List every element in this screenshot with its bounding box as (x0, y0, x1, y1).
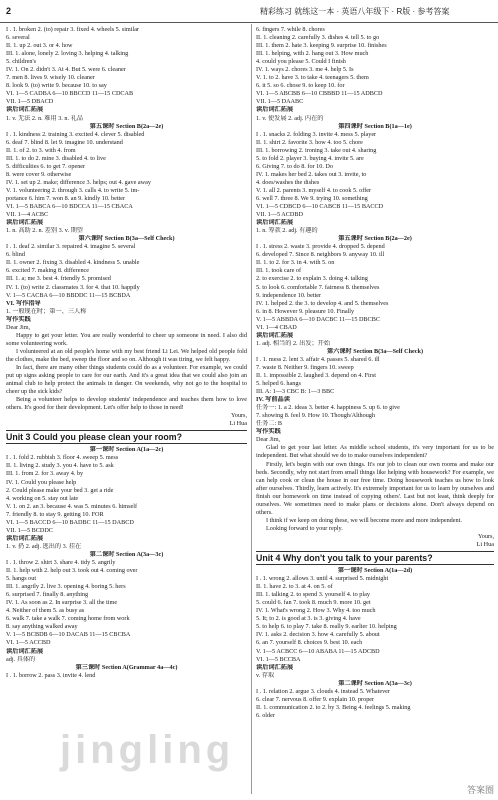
answer-line: V. 1—5 ABBDA 6—10 DACBC 11—15 DBCBC (256, 315, 380, 323)
answer-line: I . 1. fold 2. rubbish 3. floor 4. sweep 5. mess (6, 454, 119, 462)
answer-line: IV. 1. (to) write 2. classmates 3. for 4. that 10. happily (6, 283, 140, 291)
answer-line: 1. v. 扔 2. adj. 逃出的 3. 挂在 (6, 542, 82, 550)
section-heading: 第六课时 Section B(3a—Self Check) (326, 347, 424, 355)
answer-line: VII. 1—5 DBACD (6, 98, 54, 106)
running-title: 精彩练习 就练这一本 · 英语八年级下 · R版 · 参考答案 (260, 7, 450, 16)
essay-paragraph: I think if we keep on doing these, we will become more and more independent. (266, 516, 462, 524)
answer-line: 5. to fold 2. player 3. buying 4. invite 5. are (256, 154, 364, 162)
corner-stamp: 答案圈 (466, 785, 494, 795)
answer-line: 1. n. 高助 2. n. 差别 3. v. 期望 (6, 227, 83, 235)
answer-line: 5. to help 6. to play 7. take 8. really 9. earlier 10. helping (256, 623, 397, 631)
answer-line: I . 1. wrong 2. allows 3. until 4. surprised 5. midnight (256, 575, 389, 583)
left-column (6, 26, 247, 680)
subsection-heading: VI. 写作指导 (6, 299, 41, 307)
answer-line: II. 1. owner 2. fixing 3. disabled 4. kindness 5. unable (6, 259, 140, 267)
section-heading: 第四课时 Section B(1a—1e) (338, 122, 412, 130)
answer-line: 7. waste 8. Neither 9. fingers 10. sweep (256, 363, 354, 371)
answer-line: 7. friendly 8. to stay 9. getting 10. FOR (6, 510, 104, 518)
watermark: jingling (60, 728, 235, 772)
answer-line: 6. it 5. so 6. chose 9. to keep 10. for (256, 82, 345, 90)
answer-line: I . 1. deaf 2. similar 3. repaired 4. imagine 5. several (6, 243, 136, 251)
answer-line: III. A: 1—3 CBC B: 1—3 BBC (256, 388, 335, 396)
page-number: 2 (6, 6, 12, 16)
answer-line: VII. 1—5 BCDDC (6, 526, 53, 534)
answer-line: 6. walk 7. take a walk 7. coming home from work (6, 615, 130, 623)
answer-line: 1. v. 使发展 2. adj. 内在的 (256, 114, 324, 122)
signature-line: Li Hua (476, 541, 494, 548)
answer-line: 8. were cover 9. otherwise (6, 170, 72, 178)
answer-line: 6. well 7. three 8. We 9. trying 10. something (256, 194, 368, 202)
answer-line: II. 1. of 2. to 3. with 4. from (6, 146, 76, 154)
answer-line: II. 1. to 2. for 3. in 4. with 5. on (256, 259, 335, 267)
answer-line: 6. an 7. yourself 8. choices 9. best 10. each (256, 639, 363, 647)
answer-line: I . 1. borrow 2. pass 3. invite 4. lend (6, 671, 96, 679)
subsection-heading: 读后词汇拓展 (6, 219, 44, 227)
answer-line: 5. could 6. fan 7. took 8. much 9. more 10. get (256, 599, 371, 607)
answer-line: III. 1. talking 2. to spend 3. yourself 4. to play (256, 591, 370, 599)
answer-line: IV. 1. On 2. didn't 3. At 4. But 5. were 6. cleaner (6, 66, 126, 74)
page-header (0, 0, 498, 23)
answer-line: V. 1—5 CACBA 6—10 BBDDC 11—15 BCBDA (6, 291, 131, 299)
subsection-heading: 写作实践 (256, 428, 281, 436)
answer-line: I . 1. kindness 2. training 3. excited 4. clever 5. disabled (6, 130, 145, 138)
answer-line: 5. It; to 2. is good at 3. is 3. giving 4. have (256, 615, 361, 623)
answer-line: portance 6. him 7. won 8. an 9. kindly 10. better (6, 194, 126, 202)
subsection-heading: 读后词汇拓展 (256, 219, 294, 227)
signature-line: Li Hua (229, 420, 247, 428)
answer-line: 6. fingers 7. while 8. chores (256, 26, 325, 33)
answer-line: II. 1. living 2. study 3. you 4. have to 5. ask (6, 462, 114, 470)
answer-line: III. 1. from 2. for 3. away 4. by (6, 470, 84, 478)
answer-line: 1. adj. 相当的 2. 出发；开始 (256, 339, 331, 347)
section-heading: 第三课时 Section A(Grammar 4a—4c) (75, 663, 178, 671)
answer-line: I . 1. throw 2. shirt 3. share 4. tidy 5. angrily (6, 559, 116, 566)
answer-line: 6. in 8. However 9. pleasure 10. Finally (256, 307, 355, 315)
answer-line: 4. does/washes the dishes (256, 178, 320, 186)
section-heading: 第五课时 Section B(2a—2e) (338, 235, 412, 243)
answer-line: II. 1. help with 2. help out 3. took out 4. coming over (6, 567, 138, 575)
section-heading: 第一课时 Section A(1a—2d) (337, 567, 413, 575)
answer-line: 1. 一般现在时；第一、三人称 (6, 307, 87, 315)
answer-line: 6. several (6, 34, 30, 42)
answer-line: VII. 1—5 DAABC (256, 98, 304, 106)
answer-line: 6. excited 7. making 8. difference (6, 267, 90, 275)
essay-paragraph: I volunteered at an old people's home with my best friend Li Lei. We helped old people fold the clothes, make the bed, sweep the floor and so on. Although it was tiring, we felt happy. (6, 347, 247, 363)
answer-line: 任务一: 1. a 2. ideas 3. better 4. happiness 5. up 6. to give (256, 404, 400, 412)
answer-line: IV. 1. asks 2. decision 3. how 4. carefully 5. about (256, 631, 380, 639)
essay-paragraph: Looking forward to your reply. (266, 524, 343, 532)
column-divider (251, 24, 252, 794)
subsection-heading: IV. 写前晶读 (256, 396, 290, 404)
signature-line: Yours, (477, 532, 494, 540)
answer-line: III. 1. to do 2. mine 3. disabled 4. to live (6, 154, 106, 162)
answer-line: III. 1. a; me 3. best 4. friendly 5. promised (6, 275, 111, 283)
answer-line: I . 1. stress 2. waste 3. provide 4. dropped 5. depend (256, 243, 385, 251)
answer-line: 6. surprised 7. finally 8. anything (6, 591, 89, 599)
answer-line: IV. 1. Could you please help (6, 478, 77, 486)
answer-line: I . 1. mess 2. lent 3. affair 4. passes 5. shared 6. ill (256, 355, 380, 363)
answer-line: II. 1. up 2. out 3. or 4. how (6, 42, 73, 50)
answer-line: 9. independence 10. better (256, 291, 322, 299)
answer-line: 7. showing 8. feel 9. How 10. Though/Although (256, 412, 375, 420)
subsection-heading: 读后词汇拓展 (256, 331, 294, 339)
subsection-heading: 写作实践 (6, 315, 31, 323)
answer-line: IV. 1. helped 2. the 3. to develop 4. and 5. themselves (256, 299, 389, 307)
answer-line: VI. 1—5 BACCD 6—10 BADBC 11—15 DABCD (6, 518, 134, 526)
answer-line: 6. deaf 7. blind 8. let 9. imagine 10. understand (6, 138, 123, 146)
subsection-heading: 读后词汇拓展 (256, 106, 294, 114)
answer-line: III. 1. them 2. hate 3. keeping 9. surprise 10. finishes (256, 42, 387, 50)
answer-line: 5. hangs out (6, 575, 37, 583)
essay-paragraph: Glad to get your last letter. As middle school students, it's very important for us to be independent. But what should we do to make ourselves independent? (256, 444, 494, 460)
answer-line: 1. n. 筹款 2. adj. 有趣的 (256, 227, 318, 235)
answer-line: VI. 1—5 ACCBD (6, 639, 51, 647)
right-column (256, 26, 494, 720)
answer-line: III. 1. angrily 2. live 3. opening 4. boring 5. hers (6, 583, 126, 591)
answer-line: I . 1. snacks 2. folding 3. invite 4. mess 5. player (256, 130, 377, 138)
answer-line: III. 1. alone, lonely 2. loving 3. helping 4. talking (6, 50, 129, 58)
subsection-heading: 读后词汇拓展 (6, 647, 44, 655)
answer-line: VII. 1—5 ACDBD (256, 211, 303, 219)
section-heading: 第二课时 Section A(3a—3c) (338, 679, 412, 687)
answer-line: III. 1. took care of (256, 267, 302, 275)
subsection-heading: 读后词汇拓展 (256, 663, 294, 671)
answer-line: V. 1. volunteering 2. through 3. calls 4. to write 5. im- (6, 186, 140, 194)
answer-line: V. 1. on 2. an 3. because 4. was 5. minutes 6. himself (6, 502, 138, 510)
answer-line: VI. 1—5 CADBA 6—10 BBCCD 11—15 CDCAB (6, 90, 134, 98)
answer-line: 5. to look 6. comfortable 7. fairness 8. themselves (256, 283, 380, 291)
answer-line: 7. men 8. lives 9. wisely 10. cleaner (6, 74, 95, 82)
subsection-heading: 读后词汇拓展 (6, 534, 44, 542)
answer-line: V. 1—5 ACBCC 6—10 ABABA 11—15 ADCBD (256, 647, 380, 655)
answer-line: II. 1. cleaning 2. carefully 3. dishes 4. tell 5. to go (256, 34, 380, 42)
answer-line: 2. Could please make your bed 3. get a ride (6, 486, 114, 494)
answer-line: II. 1. impossible 2. laughed 3. depend on 4. First (256, 372, 376, 380)
answer-line: VII. 1—4 ACBC (6, 211, 49, 219)
answer-line: II. 1. communication 2. to 2. by 3. Being 4. feelings 5. making (256, 703, 411, 711)
unit-title: Unit 3 Could you please clean your room? (6, 430, 247, 444)
essay-paragraph: Being a volunteer helps to develop students' independence and teaches them how to love others. It's good for their development. Let's offer help to those in need! (6, 396, 247, 412)
answer-line: 5. helped 6. hangs (256, 380, 301, 388)
answer-line: 任务二: B (256, 420, 282, 428)
unit-title: Unit 4 Why don't you talk to your parents? (256, 551, 494, 565)
answer-line: I . 1. broken 2. (to) repair 3. fixed 4. wheels 5. similar (6, 26, 139, 33)
answer-line: III. 1. helping, with 2. hang out 3. How much (256, 50, 369, 58)
answer-line: v. 存取 (256, 671, 275, 679)
answer-line: IV. 1. As soon as 2. In surprise 3. all the time (6, 599, 118, 607)
answer-line: Dear Jim, (256, 436, 281, 444)
answer-line: 4. working on 5. stay out late (6, 494, 79, 502)
section-heading: 第二课时 Section A(3a—3c) (89, 550, 164, 558)
answer-line: 4. could you please 5. Could I finish (256, 58, 346, 66)
section-heading: 第六课时 Section B(3a—Self Check) (78, 235, 175, 243)
answer-line: 6. clear 7. nervous 8. offer 9. explain 10. proper (256, 695, 375, 703)
answer-line: 6. Giving 7. to do 8. for 10. Do (256, 162, 333, 170)
answer-line: 5. difficulties 6. to get 7. opener (6, 162, 86, 170)
answer-line: 6. blind (6, 251, 25, 259)
answer-line: Dear Jim, (6, 323, 31, 331)
signature-line: Yours, (230, 412, 247, 420)
answer-line: II. 1. have 2. to 3. at 4. on 5. of (256, 583, 333, 591)
answer-line: 5. children's (6, 58, 36, 66)
answer-line: IV. 1. What's wrong 2. How 3. Why 4. too much (256, 607, 376, 615)
answer-line: I . 1. relation 2. argue 3. clouds 4. instead 5. Whatever (256, 687, 390, 695)
essay-paragraph: In fact, there are many other things students could do as a volunteer. For example, we could put up signs asking people to care for our earth. And it's a great idea that we could also join an animal club to help protect the animals in danger. On weekends, why not go to the hospital to cheer up the sick kids? (6, 363, 247, 396)
essay-paragraph: Happy to get your letter. You are really wonderful to cheer up someone in need. I also did some volunteering work. (6, 331, 247, 347)
answer-line: 1. v. 无法 2. n. 难用 3. n. 礼品 (6, 114, 83, 122)
answer-line: V. 1—5 BCBDB 6—10 DACAB 11—15 CBCBA (6, 631, 131, 639)
answer-line: V. 1. to 2. have 3. to take 4. teenagers 5. them (256, 74, 369, 82)
answer-line: IV. 1. ways 2. chores 3. me 4. help 5. Is (256, 66, 354, 74)
answer-line: VI. 1—5 ABCBB 6—10 CBBBD 11—15 ADBCD (256, 90, 383, 98)
answer-line: VI. 1—5 BCCBA (256, 655, 301, 663)
answer-line: VI. 1—5 CDBCD 6—10 CABCB 11—15 BACCD (256, 203, 384, 211)
answer-line: II. 1. shirt 2. favorite 3. how 4. too 5. chore (256, 138, 363, 146)
section-heading: 第一课时 Section A(1a—2c) (89, 446, 164, 454)
answer-line: adj. 具体的 (6, 655, 36, 663)
answer-line: 6. older (256, 711, 275, 719)
answer-line: VI. 1—5 BABCA 6—10 BDCCA 11—15 CBACA (6, 203, 133, 211)
answer-line: 6. developed 7. Since 8. neighbors 9. anyway 10. ill (256, 251, 385, 259)
answer-line: 4. Neither of them 5. as busy as (6, 607, 85, 615)
answer-line: 2. to exercise 2. to explain 3. doing 4. talking (256, 275, 368, 283)
answer-line: V. 1. all 2. parents 3. myself 4. to cook 5. offer (256, 186, 372, 194)
answer-line: IV. 1. set up 2. make; difference 3. helps; out 4. gave away (6, 178, 151, 186)
subsection-heading: 读后词汇拓展 (6, 106, 44, 114)
answer-line: VI. 1—4 CBAD (256, 323, 297, 331)
answer-line: III. 1. borrowing 2. ironing 3. take out 4. sharing (256, 146, 377, 154)
answer-line: 8. say anything walked away (6, 623, 78, 631)
essay-paragraph: Firstly, let's begin with our own things. It's our job to clean our own rooms and make our beds. Secondly, why not start from small things like helping with housework? For example, we can help cook or clean the house in our free time. Doing housework teaches us how to look after ourselves. Thirdly, learn actively. It's extremely important for us to learn by ourselves and finish our homework on time instead of copying others'. Last but not least, think deeply for ourselves. We sometimes need to make plans or decisions alone. Don't always depend on others. (256, 460, 494, 516)
answer-line: 8. look 9. (to) write 9. because 10. to say (6, 82, 107, 90)
answer-line: IV. 1. makes her bed 2. takes out 3. invite, to (256, 170, 367, 178)
section-heading: 第五课时 Section B(2a—2e) (89, 122, 164, 130)
